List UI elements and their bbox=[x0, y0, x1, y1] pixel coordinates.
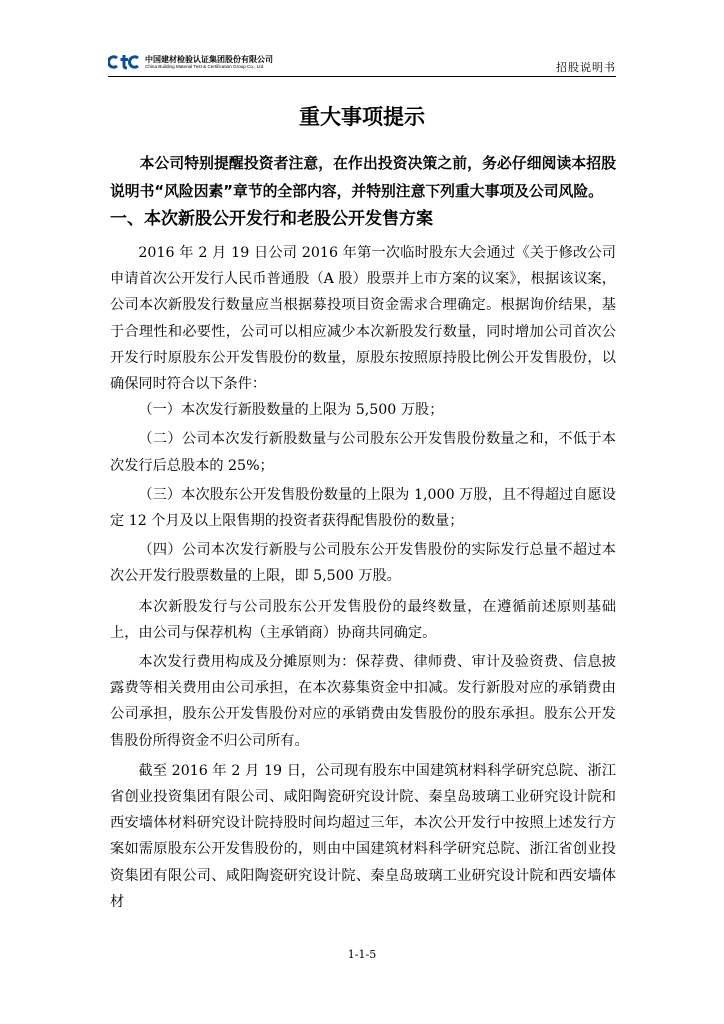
ctc-logo-icon bbox=[108, 54, 142, 70]
condition-item: （三）本次股东公开发售股份数量的上限为 1,000 万股，且不得超过自愿设定 12 个月及以上限售期的投资者获得配售股份的数量； bbox=[110, 486, 616, 530]
condition-item: （二）公司本次发行新股数量与公司股东公开发售股份数量之和，不低于本次发行后总股本的 25%； bbox=[110, 431, 616, 474]
important-notice: 本公司特别提醒投资者注意，在作出投资决策之前，务必仔细阅读本招股说明书“风险因素”章节的全部内容，并特别注意下列重大事项及公司风险。 bbox=[110, 155, 616, 200]
document-type: 招股说明书 bbox=[556, 61, 616, 74]
company-logo-text bbox=[145, 55, 273, 70]
header-divider bbox=[108, 76, 616, 77]
company-name-en: China Building Material Test & Certification Group Co., Ltd. bbox=[145, 64, 265, 69]
condition-item: （四）公司本次发行新股与公司股东公开发售股份的实际发行总量不超过本次公开发行股票数量的上限，即 5,500 万股。 bbox=[110, 542, 616, 585]
section-body bbox=[110, 240, 616, 915]
condition-item: （一）本次发行新股数量的上限为 5,500 万股； bbox=[138, 402, 444, 419]
intro-paragraph: 2016 年 2 月 19 日公司 2016 年第一次临时股东大会通过《关于修改公司申请首次公开发行人民币普通股（A 股）股票并上市方案的议案》，根据该议案，公司本次新股发行数量应当根据募投项目资金需求合理确定。根据询价结果，基于合理性和必要性，公司可以相应减少本次新股发行数量，同时增加公司首次公开发行时原股东公开发售股份的数量，原股东按照原持股比例公开发售股份，以确保同时符合以下条件： bbox=[110, 245, 616, 393]
page-title: 重大事项提示 bbox=[299, 105, 425, 129]
body-paragraph: 本次发行费用构成及分摊原则为：保荐费、律师费、审计及验资费、信息披露费等相关费用由公司承担，在本次募集资金中扣减。发行新股对应的承销费由公司承担，股东公开发售股份对应的承销费由发售股份的股东承担。股东公开发售股份所得资金不归公司所有。 bbox=[110, 654, 616, 749]
body-paragraph: 本次新股发行与公司股东公开发售股份的最终数量，在遵循前述原则基础上，由公司与保荐机构（主承销商）协商共同确定。 bbox=[110, 598, 616, 641]
section-heading: 一、本次新股公开发行和老股公开发售方案 bbox=[110, 209, 433, 229]
page-number: 1-1-5 bbox=[347, 948, 377, 961]
page-header bbox=[108, 50, 616, 74]
company-name-cn: 中国建材检验认证集团股份有限公司 bbox=[145, 55, 273, 64]
body-paragraph: 截至 2016 年 2 月 19 日，公司现有股东中国建筑材料科学研究总院、浙江省创业投资集团有限公司、咸阳陶瓷研究设计院、秦皇岛玻璃工业研究设计院和西安墙体材料研究设计院持股时间均超过三年，本次公开发行中按照上述发行方案如需原股东公开发售股份的，则由中国建筑材料科学研究总院、浙江省创业投资集团有限公司、咸阳陶瓷研究设计院、秦皇岛玻璃工业研究设计院和西安墙体材 bbox=[110, 762, 616, 910]
